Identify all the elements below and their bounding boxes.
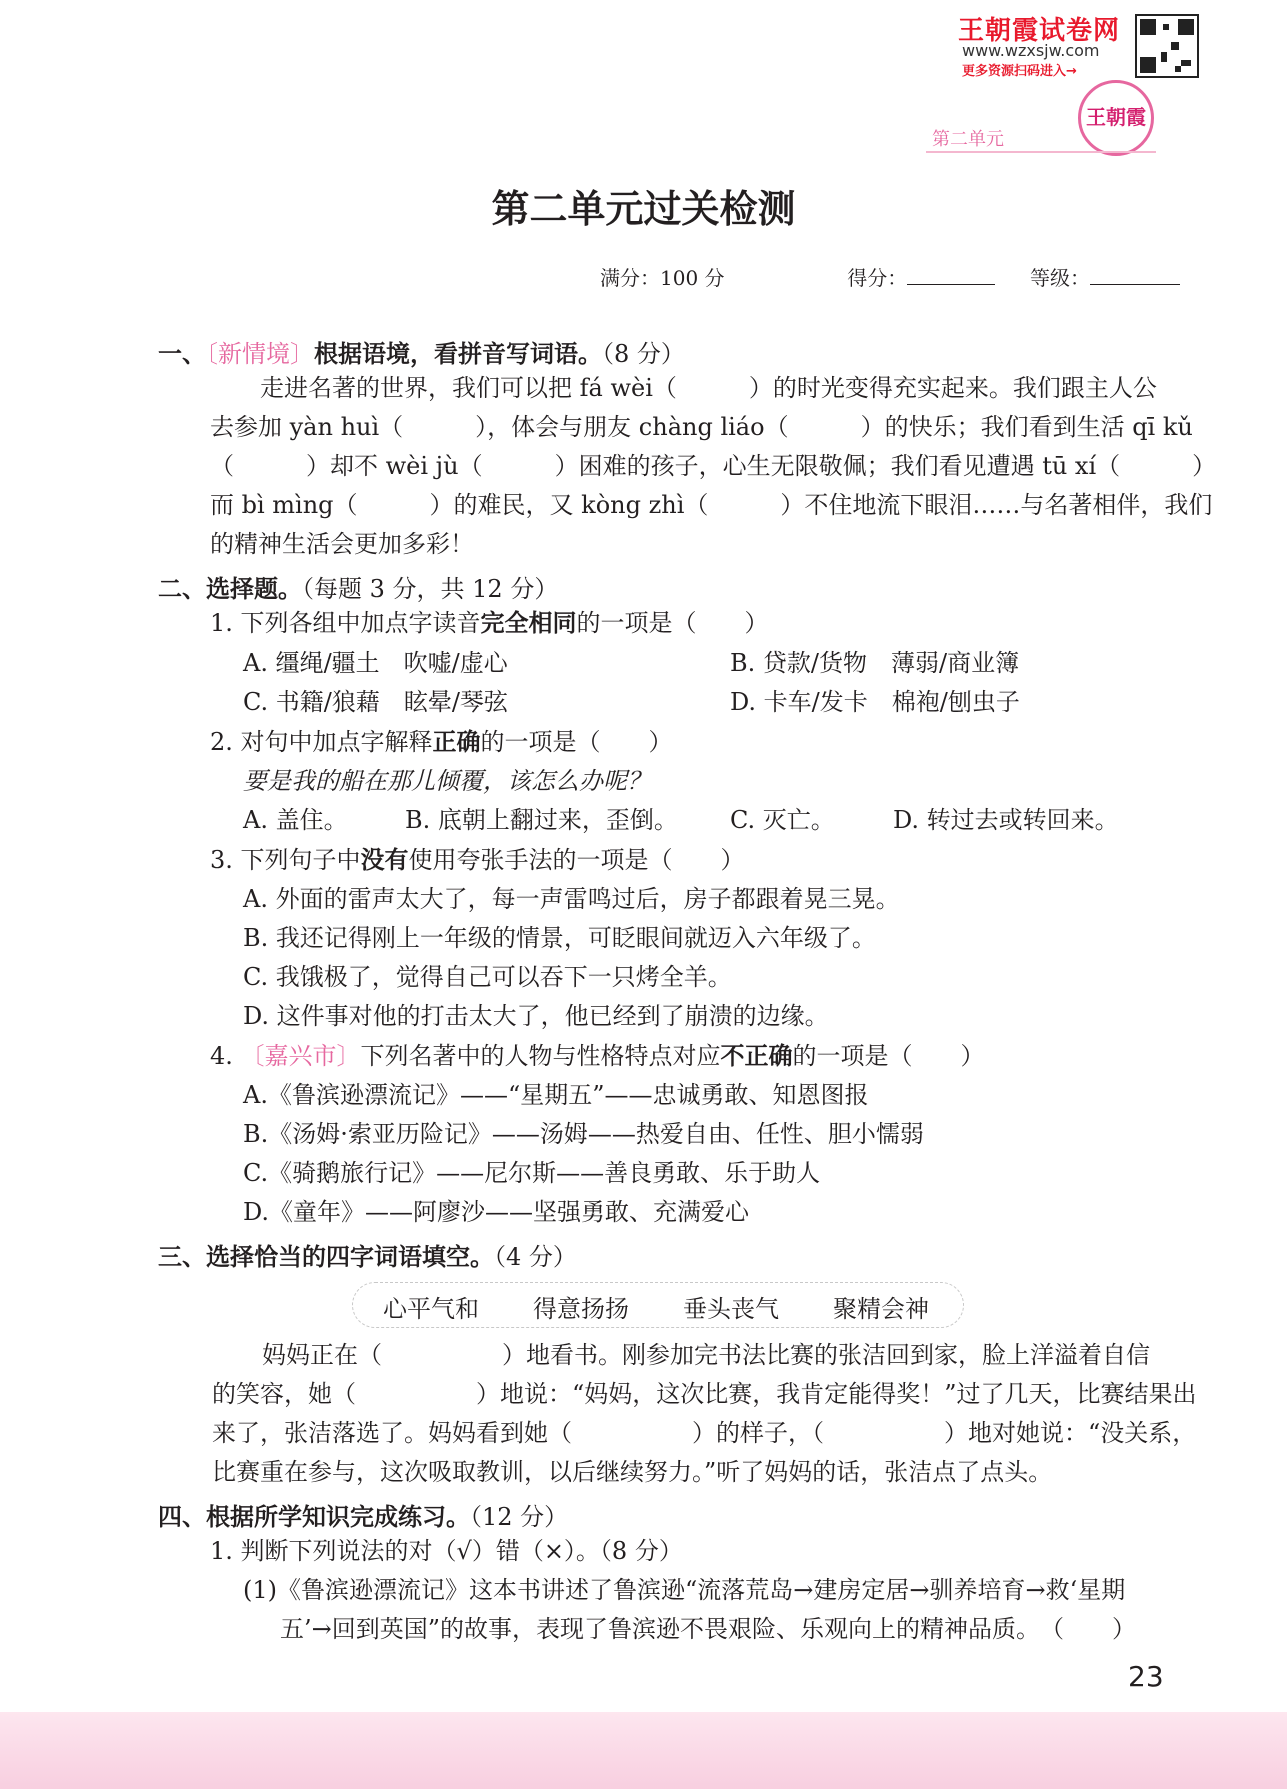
page-number: 23 xyxy=(1128,1660,1164,1693)
q3-option-d[interactable]: D. 这件事对他的打击太大了，他已经到了崩溃的边缘。 xyxy=(243,1002,829,1030)
jiaxing-tag: 〔嘉兴市〕 xyxy=(240,1042,361,1070)
brand-seal-logo: 王朝霞 xyxy=(1078,80,1154,156)
q2-quote: 要是我的船在那儿倾覆，该怎么办呢？ xyxy=(243,767,651,795)
page-title: 第二单元过关检测 xyxy=(491,187,796,231)
brand-title: 王朝霞试卷网 xyxy=(958,16,1121,46)
word-option: 心平气和 xyxy=(383,1295,479,1323)
section-1-heading: 一、〔新情境〕根据语境，看拼音写词语。（8 分） xyxy=(158,340,685,368)
score-label: 得分： xyxy=(847,266,908,290)
q3-option-b[interactable]: B. 我还记得刚上一年级的情景，可眨眼间就迈入六年级了。 xyxy=(243,924,876,952)
score-line xyxy=(600,262,1180,291)
q1-option-a[interactable]: A. 缰绳/疆土 吹嘘/虚心 xyxy=(243,649,508,677)
q3-stem: 3. 下列句子中没有使用夸张手法的一项是（ ） xyxy=(210,846,745,874)
sec1-line-1: 走进名著的世界，我们可以把 fá wèi（ ）的时光变得充实起来。我们跟主人公 xyxy=(260,374,1157,402)
section-2-heading: 二、选择题。（每题 3 分，共 12 分） xyxy=(158,575,559,603)
q4-stem: 4. 〔嘉兴市〕下列名著中的人物与性格特点对应不正确的一项是（ ） xyxy=(210,1042,985,1070)
q2-stem: 2. 对句中加点字解释正确的一项是（ ） xyxy=(210,728,673,756)
sec3-line-2: 的笑容，她（ ）地说：“妈妈，这次比赛，我肯定能得奖！”过了几天，比赛结果出 xyxy=(212,1380,1197,1408)
sec4-item1-line2[interactable]: 五’→回到英国”的故事，表现了鲁滨逊不畏艰险、乐观向上的精神品质。 （ ） xyxy=(280,1615,1137,1643)
q4-option-a[interactable]: A.《鲁滨逊漂流记》——“星期五”——忠诚勇敢、知恩图报 xyxy=(243,1081,869,1109)
footer-band xyxy=(0,1712,1287,1789)
score-blank[interactable] xyxy=(907,264,995,285)
q1-stem: 1. 下列各组中加点字读音完全相同的一项是（ ） xyxy=(210,609,769,637)
sec4-item1-line1: (1)《鲁滨逊漂流记》这本书讲述了鲁滨逊“流落荒岛→建房定居→驯养培育→救‘星期 xyxy=(243,1576,1126,1604)
unit-label: 第二单元 xyxy=(932,129,1004,150)
q4-option-b[interactable]: B.《汤姆·索亚历险记》——汤姆——热爱自由、任性、胆小懦弱 xyxy=(243,1120,924,1148)
sec3-line-1: 妈妈正在（ ）地看书。刚参加完书法比赛的张洁回到家，脸上洋溢着自信 xyxy=(262,1341,1150,1369)
brand-url[interactable]: www.wzxsjw.com xyxy=(962,41,1100,60)
qr-code-icon[interactable] xyxy=(1135,14,1199,78)
grade-label: 等级： xyxy=(1029,266,1090,290)
unit-underline xyxy=(926,151,1156,153)
q3-option-c[interactable]: C. 我饿极了，觉得自己可以吞下一只烤全羊。 xyxy=(243,963,732,991)
sec1-line-3: （ ）却不 wèi jù（ ）困难的孩子，心生无限敬佩；我们看见遭遇 tū xí（ ） xyxy=(210,452,1217,480)
q3-option-a[interactable]: A. 外面的雷声太大了，每一声雷鸣过后，房子都跟着晃三晃。 xyxy=(243,885,900,913)
section-4-heading: 四、根据所学知识完成练习。（12 分） xyxy=(158,1503,569,1531)
new-context-tag: 〔新情境〕 xyxy=(206,340,314,368)
full-score: 满分：100 分 xyxy=(600,266,725,290)
q2-option-b[interactable]: B. 底朝上翻过来，歪倒。 xyxy=(405,806,678,834)
sec1-line-5: 的精神生活会更加多彩！ xyxy=(210,530,474,558)
section-3-heading: 三、选择恰当的四字词语填空。（4 分） xyxy=(158,1243,577,1271)
sec1-line-4: 而 bì mìng（ ）的难民，又 kòng zhì（ ）不住地流下眼泪……与名著相伴，我们 xyxy=(210,491,1213,519)
q2-option-a[interactable]: A. 盖住。 xyxy=(243,806,348,834)
sec4-q1: 1. 判断下列说法的对（√）错（×）。（8 分） xyxy=(210,1537,683,1565)
q1-option-d[interactable]: D. 卡车/发卡 棉袍/刨虫子 xyxy=(730,688,1020,716)
q2-option-d[interactable]: D. 转过去或转回来。 xyxy=(893,806,1119,834)
word-bank xyxy=(352,1282,964,1328)
q4-option-c[interactable]: C.《骑鹅旅行记》——尼尔斯——善良勇敢、乐于助人 xyxy=(243,1159,821,1187)
q1-option-c[interactable]: C. 书籍/狼藉 眩晕/琴弦 xyxy=(243,688,508,716)
q4-option-d[interactable]: D.《童年》——阿廖沙——坚强勇敢、充满爱心 xyxy=(243,1198,750,1226)
brand-more-resources: 更多资源扫码进入→ xyxy=(962,64,1077,79)
word-option: 得意扬扬 xyxy=(533,1295,629,1323)
sec3-line-4: 比赛重在参与，这次吸取教训，以后继续努力。”听了妈妈的话，张洁点了点头。 xyxy=(212,1458,1053,1486)
sec3-line-3: 来了，张洁落选了。妈妈看到她（ ）的样子，（ ）地对她说：“没关系， xyxy=(212,1419,1197,1447)
word-option: 垂头丧气 xyxy=(683,1295,779,1323)
q1-option-b[interactable]: B. 贷款/货物 薄弱/商业簿 xyxy=(730,649,1020,677)
word-option: 聚精会神 xyxy=(833,1295,929,1323)
grade-blank[interactable] xyxy=(1090,264,1180,285)
q2-option-c[interactable]: C. 灭亡。 xyxy=(730,806,835,834)
sec1-line-2: 去参加 yàn huì（ ），体会与朋友 chàng liáo（ ）的快乐；我们看到生活 qī kǔ xyxy=(210,413,1193,441)
